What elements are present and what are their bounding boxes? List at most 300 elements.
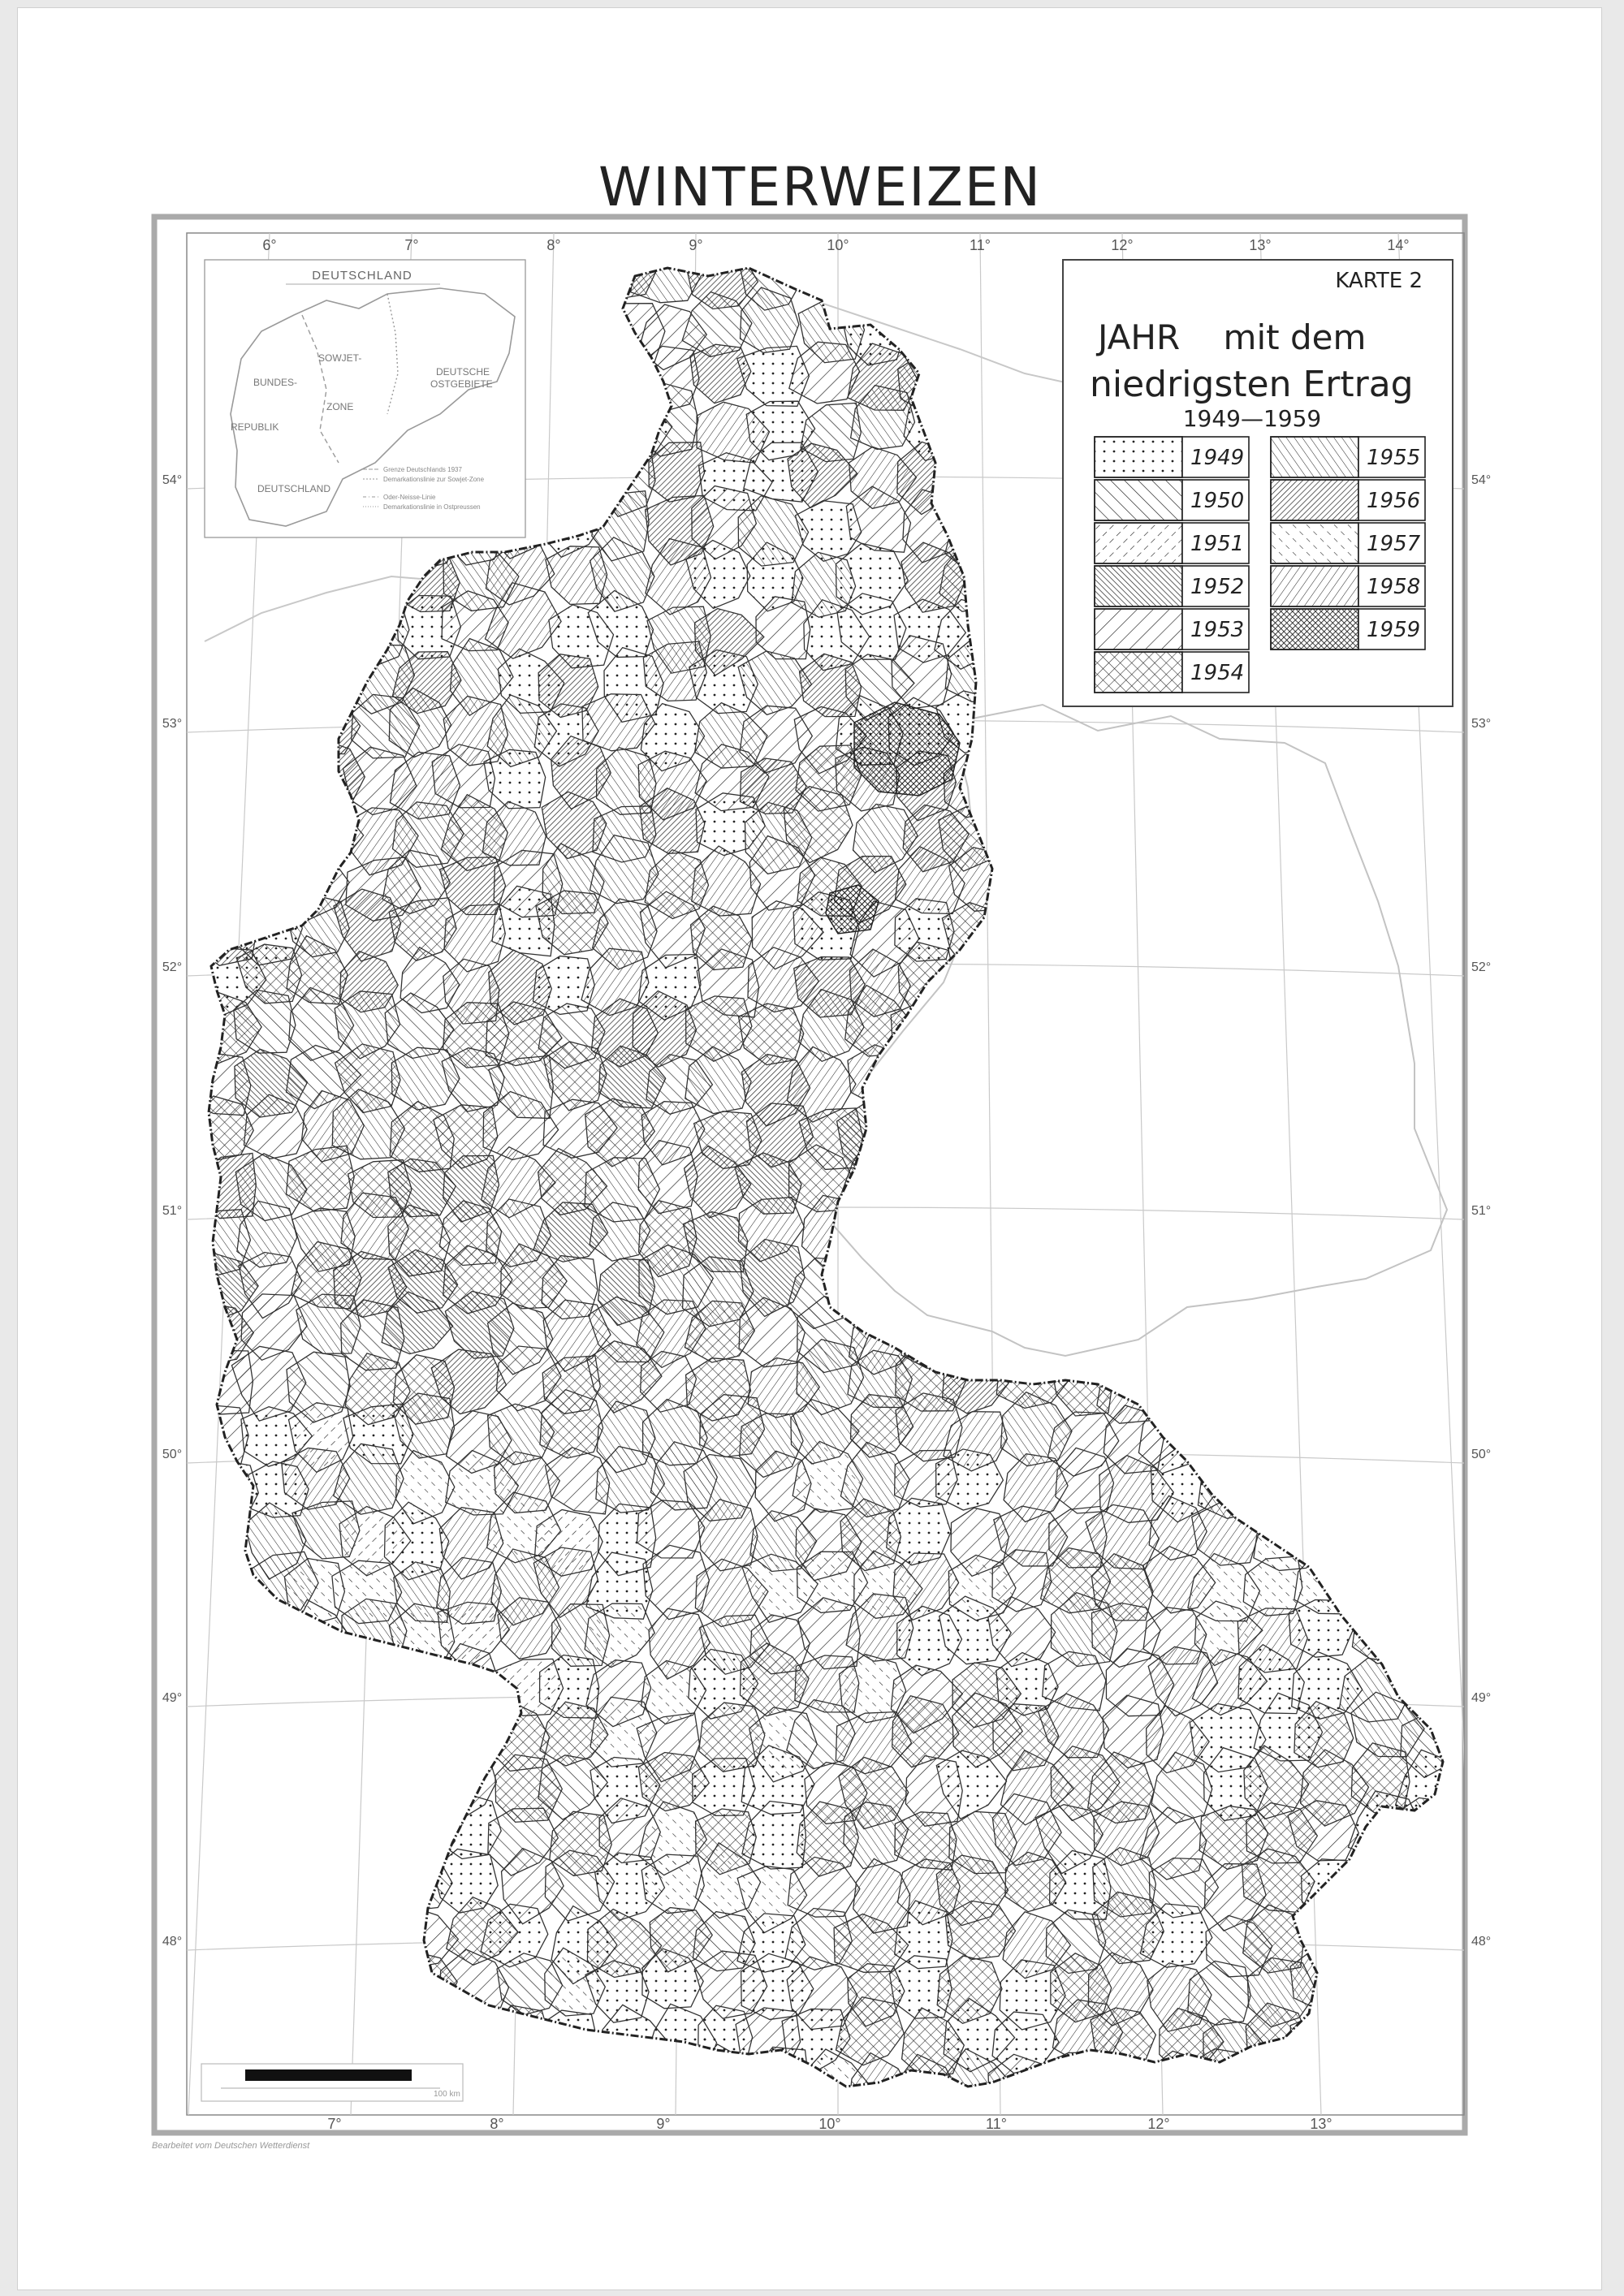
inset-map [205,260,525,537]
district-region [179,1553,247,1621]
district-region [1192,1047,1257,1112]
district-region [1300,1306,1369,1376]
graticule-label-top: 6° [262,237,277,253]
district-region [954,1159,1014,1228]
district-region [1242,999,1310,1062]
inset-label-ostgebiete: OSTGEBIETE [430,378,493,390]
district-region [241,2002,307,2062]
district-region [236,1651,300,1720]
district-region [1046,1195,1110,1259]
district-region [341,1750,407,1823]
district-region [1401,754,1466,820]
district-region [1346,2051,1416,2121]
district-region [1154,1193,1225,1257]
district-region [184,1757,249,1825]
district-region [1045,1159,1111,1226]
district-region [287,1653,348,1719]
graticule-label-right: 48° [1471,1935,1492,1949]
district-region [845,1251,919,1314]
inset-label-deutschland: DEUTSCHLAND [257,483,331,494]
district-region [1446,887,1515,955]
district-region [331,1865,403,1934]
district-region [1199,1301,1263,1366]
district-region [1397,890,1457,961]
district-region [1143,1043,1205,1107]
district-region [949,1098,1020,1172]
district-region [1146,837,1211,904]
district-region [1449,500,1519,566]
legend-swatch [1271,480,1358,520]
legend-item [1271,480,1425,520]
graticule-label-bottom: 13° [1310,2116,1332,2132]
district-region [533,294,601,363]
graticule-label-top: 14° [1387,237,1410,253]
district-region [1388,1862,1454,1924]
district-region [339,1952,412,2013]
district-region [1038,752,1104,818]
district-region [1346,699,1414,763]
district-region [187,1710,249,1777]
district-region [190,1898,258,1966]
district-region [1241,749,1304,809]
district-region [1237,854,1301,920]
district-region [1443,1552,1514,1616]
district-region [1188,2049,1257,2112]
district-region [934,1047,1003,1107]
district-region [237,649,299,715]
graticule-label-top: 7° [404,237,419,253]
legend-swatch [1271,566,1358,606]
map-number: KARTE 2 [1335,269,1423,293]
district-region [1195,895,1267,966]
graticule-label-right: 53° [1471,717,1492,731]
inset-label-bundes: BUNDES- [253,377,298,388]
district-region [1447,1805,1513,1869]
district-region [1205,1156,1263,1227]
district-region [1390,703,1462,766]
graticule-label-bottom: 10° [818,2116,841,2132]
graticule-label-bottom: 12° [1147,2116,1170,2132]
district-region [341,2002,405,2062]
district-region [1199,1351,1257,1422]
district-region [1287,1042,1354,1111]
district-region [287,1911,352,1978]
district-region [231,792,305,859]
graticule-label-left: 51° [162,1204,183,1218]
district-region [244,1752,313,1818]
district-region [893,1145,969,1218]
district-region [1000,1154,1061,1220]
graticule-label-left: 49° [162,1691,183,1705]
district-region [1199,1396,1267,1464]
district-region [1343,1045,1407,1107]
district-region [1204,852,1265,913]
legend-item [1271,566,1425,606]
district-region [1099,2056,1158,2118]
district-region [1248,1101,1315,1161]
district-region [693,2044,763,2117]
district-region [1239,793,1301,865]
district-region [346,1654,407,1722]
graticule-label-left: 52° [162,960,183,974]
legend-year-label: 1955 [1367,446,1421,470]
district-region [1149,743,1222,817]
district-region [1090,753,1155,809]
district-region [297,1856,362,1932]
district-region [1102,1202,1169,1274]
graticule-label-right: 54° [1471,473,1492,487]
district-region [1346,2002,1415,2066]
footer-credit: Bearbeitet vom Deutschen Wetterdienst [152,2141,310,2151]
district-region [396,2009,465,2073]
legend-item [1271,437,1425,477]
district-region [945,454,1009,510]
district-region [1051,1052,1109,1116]
district-region [1302,850,1376,917]
district-region [1394,1050,1466,1123]
scale-text: 100 km [434,2090,460,2099]
district-region [1149,1099,1214,1172]
legend-swatch [1095,523,1182,563]
district-region [190,1996,259,2069]
district-region [1340,1455,1406,1526]
district-region [240,1856,313,1921]
district-region [1100,950,1162,1021]
district-region [1298,1412,1358,1470]
district-region [183,1814,252,1883]
district-region [1450,292,1517,356]
district-region [646,2059,713,2119]
district-region [1246,895,1315,969]
legend-swatch [1095,566,1182,606]
inset-label-deutsche: DEUTSCHE [436,366,490,378]
district-region [1394,1202,1462,1269]
graticule-label-right: 51° [1471,1204,1492,1218]
district-region [1440,946,1510,1008]
district-region [1005,903,1072,969]
district-region [1197,990,1263,1063]
district-region [335,1694,402,1762]
district-region [187,605,257,667]
district-region [1350,1392,1410,1464]
district-region [998,451,1062,522]
district-region [1289,1600,1354,1658]
district-region [1352,1594,1424,1664]
svg-text:Grenze Deutschlands 1937: Grenze Deutschlands 1937 [383,466,462,473]
legend-year-label: 1956 [1367,489,1421,513]
graticule-label-top: 13° [1249,237,1272,253]
legend-item [1095,437,1249,477]
legend-year-label: 1957 [1367,532,1421,556]
district-region [1302,1859,1362,1925]
district-region [284,1808,354,1867]
district-region [286,689,360,754]
map-title: WINTERWEIZEN [598,156,1043,218]
district-region [1001,1201,1072,1265]
district-region [988,1103,1059,1169]
district-region [1096,700,1165,757]
svg-text:Oder-Neisse-Linie: Oder-Neisse-Linie [383,494,436,501]
district-region [938,394,1005,461]
scale-bar-fill [245,2069,412,2081]
district-region [1247,1341,1315,1406]
district-region [288,1694,350,1761]
district-region [939,996,1010,1052]
district-region [994,602,1060,667]
district-region [1004,698,1070,765]
district-region [1404,1353,1470,1426]
district-region [430,2009,495,2070]
district-region [1402,2004,1465,2073]
district-region [755,2047,809,2108]
district-region [1345,1857,1416,1922]
district-region [1299,1198,1363,1265]
district-region [193,654,251,721]
district-region [992,641,1061,717]
graticule-label-right: 49° [1471,1691,1492,1705]
graticule-label-left: 48° [162,1935,183,1949]
district-region [1155,1351,1222,1414]
district-region [1354,1552,1418,1620]
district-region [1302,951,1371,1018]
district-region [1399,1958,1456,2030]
legend-heading-line2: niedrigsten Ertrag [1090,364,1414,405]
district-region [1305,1253,1367,1313]
district-region [1300,1006,1358,1068]
district-region [234,693,302,752]
map-canvas [18,8,1601,2290]
district-region [1297,1450,1363,1524]
district-region [993,1292,1053,1366]
district-region [342,553,416,611]
district-region [287,555,348,619]
district-region [242,1716,302,1772]
legend-item [1095,523,1249,563]
district-region [1390,801,1464,862]
district-region [991,1055,1060,1122]
legend-year-label: 1959 [1367,618,1421,642]
district-region [542,386,617,459]
district-region [1440,1353,1511,1417]
legend-item [1095,609,1249,650]
district-region [989,555,1059,614]
district-region [1344,1362,1408,1422]
district-region [1036,805,1102,875]
district-region [293,591,356,666]
district-region [1289,897,1363,962]
legend-year-label: 1953 [1190,618,1245,642]
district-region [1089,1001,1158,1068]
district-region [892,1055,957,1119]
district-region [1397,1258,1463,1325]
legend-swatch [1095,652,1182,693]
district-region [1198,801,1257,874]
district-region [1256,950,1317,1020]
district-region [949,1247,1016,1310]
district-region [1242,1392,1306,1461]
graticule-label-top: 10° [827,237,849,253]
legend-item [1095,480,1249,520]
district-region [486,2005,550,2069]
district-region [1194,748,1261,806]
legend-year-label: 1951 [1190,532,1245,556]
legend-heading-line1: JAHR mit dem [1098,317,1367,357]
district-region [1100,796,1162,865]
graticule-label-bottom: 11° [986,2116,1007,2132]
district-region [840,1199,914,1263]
district-region [1347,1900,1413,1966]
legend-year-label: 1958 [1367,575,1421,599]
district-region [1092,1152,1153,1211]
district-region [1145,1149,1208,1212]
district-region [1097,1043,1172,1112]
district-region [893,249,957,317]
graticule-labels-bottom [327,2116,1332,2132]
graticule-label-bottom: 7° [327,2116,342,2132]
legend-item [1095,566,1249,606]
legend-item [1271,523,1425,563]
district-region [1099,1094,1169,1154]
district-region [984,1242,1053,1312]
district-region [1139,902,1212,969]
graticule-label-top: 11° [970,237,991,253]
graticule-label-left: 53° [162,717,183,731]
district-region [1241,2047,1312,2116]
graticule-labels-top [262,237,1409,253]
district-region [1397,1104,1462,1169]
legend-swatch [1271,523,1358,563]
graticule-label-bottom: 9° [656,2116,671,2132]
district-region [1360,891,1416,961]
district-region [1346,848,1422,911]
graticule-label-top: 9° [689,237,703,253]
district-region [1043,1095,1117,1154]
inset-label-zone: ZONE [326,401,354,412]
district-region [939,336,1003,407]
district-region [1191,1194,1255,1266]
graticule-label-left: 50° [162,1448,183,1461]
district-region [244,839,308,909]
district-region [495,2051,569,2119]
graticule-label-top: 8° [546,237,561,253]
map-sheet [18,8,1601,2290]
district-region [1036,1001,1108,1072]
district-region [342,1800,410,1875]
district-region [1403,844,1468,916]
district-region [1441,704,1511,771]
district-region [993,747,1064,816]
district-region [384,1656,447,1724]
legend-year-label: 1949 [1190,446,1245,470]
district-region [1442,1105,1515,1165]
district-region [1087,847,1160,912]
district-region [390,1749,462,1814]
district-region [1042,850,1111,911]
district-region [185,1849,250,1920]
district-region [1085,893,1151,956]
district-region [896,1194,957,1261]
district-region [1440,1605,1515,1681]
district-region [245,1903,309,1969]
district-region [1445,2046,1511,2113]
district-region [186,852,252,923]
district-region [1399,1296,1465,1363]
legend-swatch [1271,609,1358,650]
district-region [996,999,1068,1072]
svg-text:Demarkationslinie in Ostpreuss: Demarkationslinie in Ostpreussen [383,503,481,511]
graticule-label-left: 54° [162,473,183,487]
district-region [594,2052,656,2120]
district-region [1247,1293,1315,1360]
district-region [1039,907,1109,978]
district-region [1349,757,1415,819]
district-region [1445,600,1516,665]
district-region [1343,1113,1407,1172]
district-region [388,1696,455,1762]
district-region [1202,959,1259,1020]
legend-swatch [1271,437,1358,477]
graticule-labels-left [162,473,182,1949]
district-region [234,598,303,675]
district-region [1199,1099,1260,1167]
graticule-label-right: 52° [1471,960,1492,974]
district-region [241,1608,302,1666]
district-region [286,1743,359,1819]
legend-period: 1949—1959 [1182,405,1322,432]
district-region [997,391,1069,451]
graticule-labels-right [1471,473,1491,1949]
district-region [1447,798,1512,872]
inset-label-republik: REPUBLIK [231,421,279,433]
district-region [1252,1156,1322,1220]
district-region [991,848,1051,913]
district-region [252,1798,317,1867]
inset-title: DEUTSCHLAND [312,269,412,283]
district-region [183,540,255,606]
district-region [194,1610,257,1672]
district-region [1403,1511,1467,1575]
graticule-label-top: 12° [1111,237,1134,253]
district-region [551,347,606,421]
district-region [1391,994,1456,1063]
legend-swatch [1095,480,1182,520]
district-region [1350,1296,1421,1371]
district-region [1403,1390,1471,1458]
district-region [999,347,1071,412]
district-region [995,943,1069,1011]
legend-year-label: 1952 [1190,575,1245,599]
district-region [192,1644,265,1714]
legend [1063,260,1453,706]
district-region [1251,1439,1320,1508]
district-region [1300,1105,1364,1175]
district-region [1354,1145,1424,1210]
district-region [1147,990,1206,1055]
graticule-label-right: 50° [1471,1448,1492,1461]
svg-text:Demarkationslinie zur Sowjet-Z: Demarkationslinie zur Sowjet-Zone [383,476,485,483]
legend-item [1271,609,1425,650]
legend-year-label: 1950 [1190,489,1245,513]
legend-swatch [1095,609,1182,650]
district-region [295,1946,361,2012]
inset-label-sowjet: SOWJET- [318,352,362,364]
district-region [241,749,313,818]
district-region [287,654,358,721]
district-region [893,1243,957,1310]
legend-swatch [1095,437,1182,477]
district-region [1353,1962,1421,2026]
district-region [1147,810,1207,867]
